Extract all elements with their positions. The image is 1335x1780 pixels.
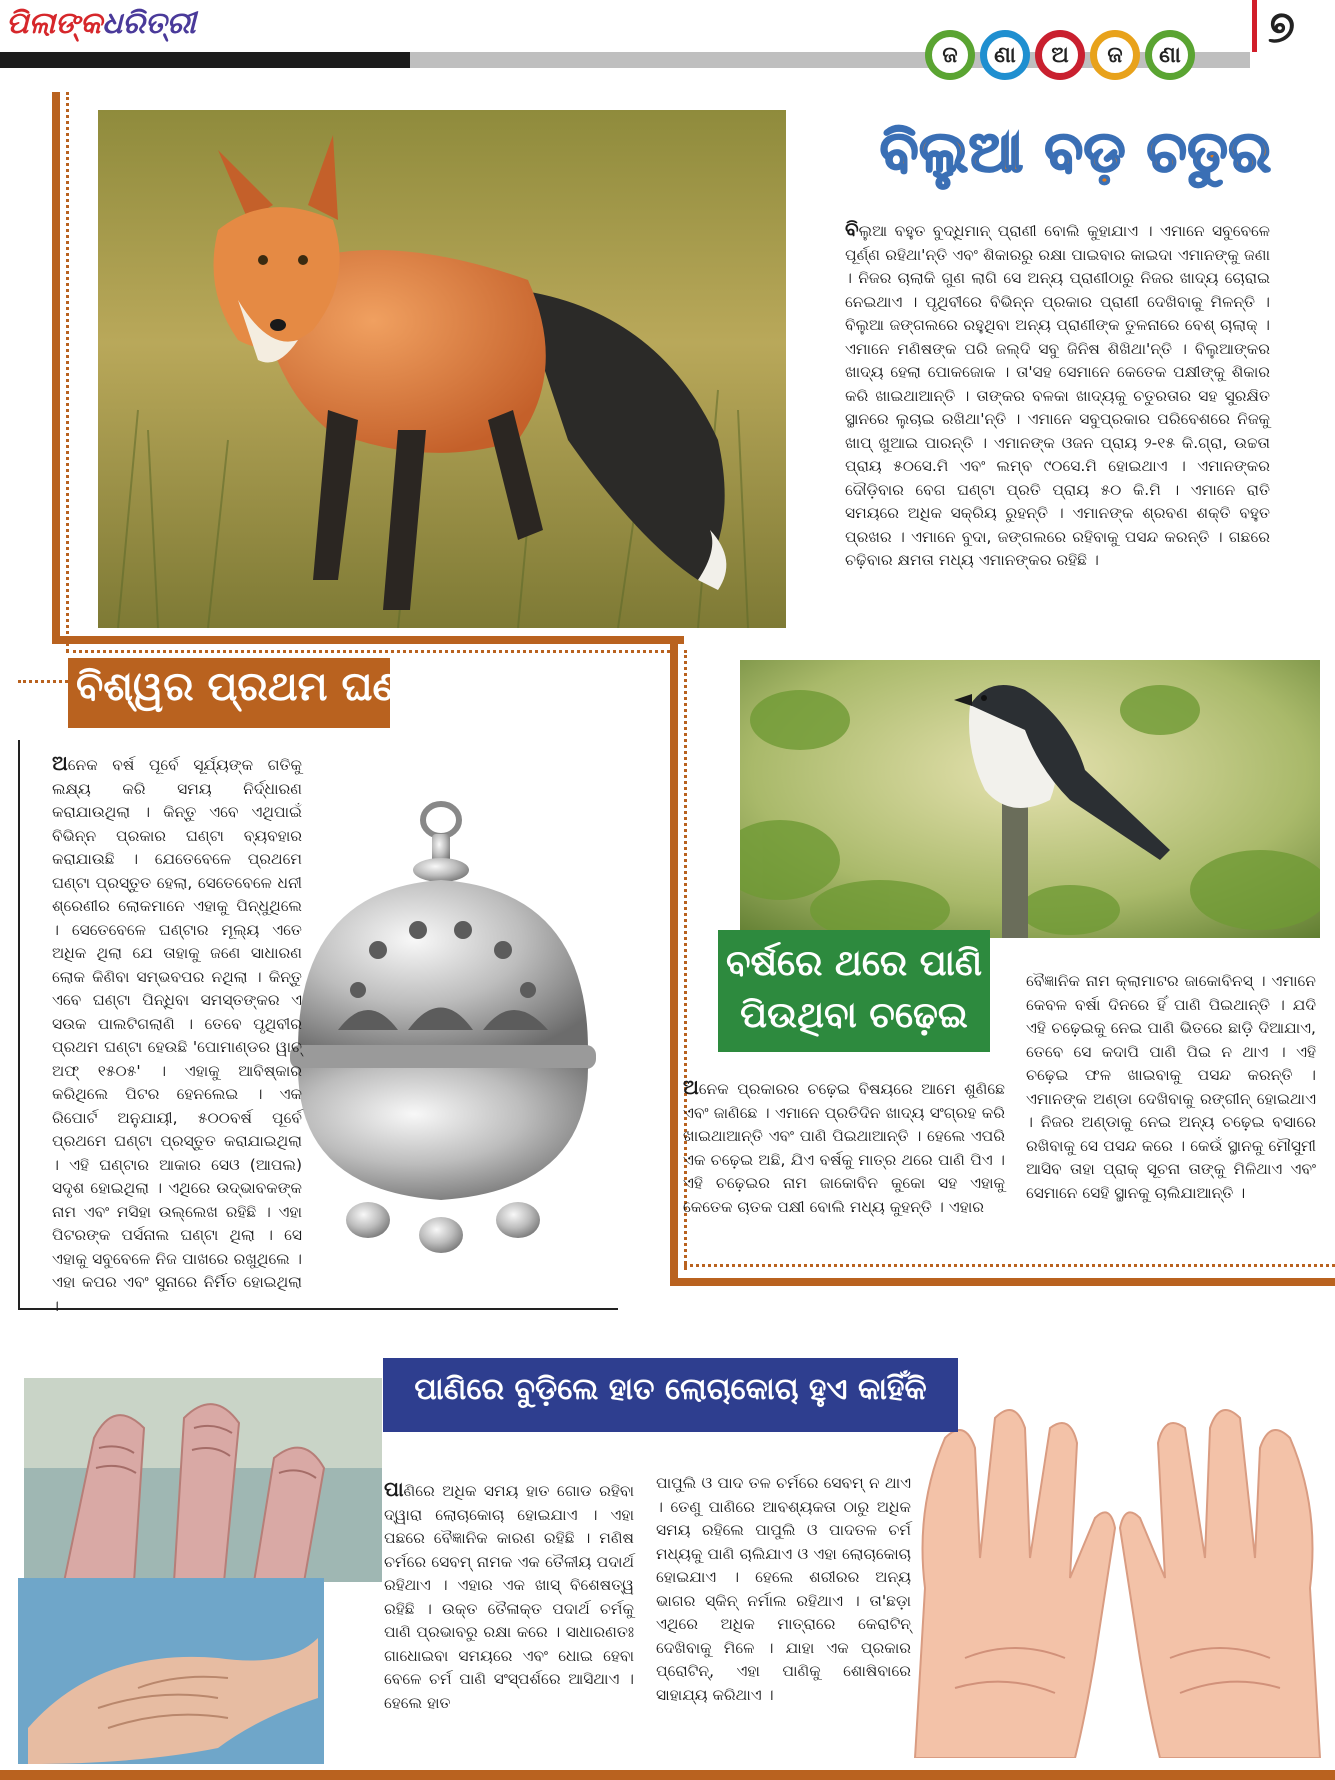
- fox-drop-cap: ବି: [845, 217, 859, 241]
- bird-photo: [740, 660, 1320, 938]
- bird-body-text-left: ନେକ ପ୍ରକାରର ଚଢ଼େଇ ବିଷୟରେ ଆମେ ଶୁଣିଛେ ଏବଂ ଜାଣିଛେ । ଏମାନେ ପ୍ରତିଦିନ ଖାଦ୍ୟ ସଂଗ୍ରହ କରି ଖାଇଥାଆନ୍ତି ଏବଂ ପାଣି ପିଇଥାଆନ୍ତି । ହେଲେ ଏପରି ଏକ ଚଢ଼େଇ ଅଛି, ଯିଏ ବର୍ଷକୁ ମାତ୍ର ଥରେ ପାଣି ପିଏ । ଏହି ଚଢ଼େଇର ନାମ ଜାକୋବିନ କୁକୋ ସହ ଏହାକୁ କେତେକ ଚାତକ ପକ୍ଷୀ ବୋଲି ମଧ୍ୟ କୁହନ୍ତି । ଏହାର: [683, 1080, 1005, 1216]
- frame-line: [52, 92, 60, 644]
- section-badge: ଜ: [1090, 30, 1140, 80]
- masthead-brand-part1: ପିଲାଙ୍କ: [6, 6, 103, 41]
- hands-article-title: ପାଣିରେ ବୁଡ଼ିଲେ ହାତ ଲୋଚାକୋଚା ହୁଏ କାହିଁକି: [414, 1372, 927, 1407]
- bell-text-wrap-spacer: [302, 780, 572, 1300]
- bell-article-title: ବିଶ୍ୱର ପ୍ରଥମ ଘଣ୍ଟା: [76, 664, 440, 710]
- bell-article-body: [52, 752, 572, 1318]
- page-number-rule: [1252, 0, 1257, 52]
- section-badge: ଣା: [980, 30, 1030, 80]
- bird-article-body-left: [683, 1076, 1005, 1219]
- bird-title-line1: ବର୍ଷରେ ଥରେ ପାଣି: [725, 943, 983, 984]
- page-number: ୭: [1268, 2, 1295, 53]
- bird-article-title: [718, 938, 990, 1042]
- section-badge: ଣା: [1145, 30, 1195, 80]
- frame-dots: [18, 680, 68, 683]
- masthead-brand-part2: ଧରିତ୍ରୀ: [102, 6, 196, 41]
- fox-image: [98, 110, 786, 628]
- frame-dots: [66, 92, 69, 652]
- fox-photo: [98, 110, 786, 628]
- frame-line: [52, 636, 684, 644]
- bell-drop-cap: ଅ: [52, 751, 68, 775]
- footer-rule: [0, 1770, 1335, 1780]
- wrinkled-palm-photo: [18, 1578, 324, 1764]
- frame-dots: [66, 650, 670, 653]
- section-badge: ଜ: [925, 30, 975, 80]
- hands-article-body-col2: ପାପୁଲି ଓ ପାଦ ତଳ ଚର୍ମରେ ସେବମ୍ ନ ଥାଏ । ତେଣୁ ପାଣିରେ ଆବଶ୍ୟକତା ଠାରୁ ଅଧିକ ସମୟ ରହିଲେ ପାପୁଲି ଓ ପାଦତଳ ଚର୍ମ ମଧ୍ୟକୁ ପାଣି ଚାଲିଯାଏ ଓ ଏହା ଲୋଚାକୋଚା ହୋଇଯାଏ । ହେଲେ ଶରୀରର ଅନ୍ୟ ଭାଗର ସ୍କିନ୍ ନର୍ମାଲ ରହିଥାଏ । ତା'ଛଡ଼ା ଏଥିରେ ଅଧିକ ମାତ୍ରାରେ କେରାଟିନ୍ ଦେଖିବାକୁ ମିଳେ । ଯାହା ଏକ ପ୍ରକାର ପ୍ରୋଟିନ୍, ଏହା ପାଣିକୁ ଶୋଷିବାରେ ସାହାଯ୍ୟ କରିଥାଏ ।: [656, 1474, 911, 1704]
- frame-line: [670, 636, 678, 1286]
- frame-line-thin: [18, 740, 20, 1310]
- wrinkled-fingers-photo: [24, 1378, 382, 1582]
- hands-article-body-col1: [384, 1478, 634, 1715]
- bird-drop-cap: ଅ: [683, 1075, 699, 1099]
- masthead-logo: [0, 0, 200, 52]
- section-badge: ଅ: [1035, 30, 1085, 80]
- bird-article-body-right: ବୈଜ୍ଞାନିକ ନାମ କ୍ଲାମାଟର ଜାକୋବିନସ୍ । ଏମାନେ କେବଳ ବର୍ଷା ଦିନରେ ହିଁ ପାଣି ପିଇଥାନ୍ତି । ଯଦି ଏହି ଚଢ଼େଇକୁ ନେଇ ପାଣି ଭିତରେ ଛାଡ଼ି ଦିଆଯାଏ, ତେବେ ସେ କଦାପି ପାଣି ପିଇ ନ ଥାଏ । ଏହି ଚଢ଼େଇ ଫଳ ଖାଇବାକୁ ପସନ୍ଦ କରନ୍ତି । ଏମାନଙ୍କ ଅଣ୍ଡା ଦେଖିବାକୁ ରଙ୍ଗୀନ୍ ହୋଇଥାଏ । ନିଜର ଅଣ୍ଡାକୁ ନେଇ ଅନ୍ୟ ଚଢ଼େଇ ବସାରେ ରଖିବାକୁ ସେ ପସନ୍ଦ କରେ । କେଉଁ ସ୍ଥାନକୁ ମୌସୁମୀ ଆସିବ ତାହା ପ୍ରାକ୍ ସୂଚନା ତାଙ୍କୁ ମିଳିଥାଏ ଏବଂ ସେମାନେ ସେହି ସ୍ଥାନକୁ ଚାଲିଯାଆନ୍ତି ।: [1026, 972, 1316, 1202]
- hands-body-text-col1: ଣିରେ ଅଧିକ ସମୟ ହାତ ଗୋଡ ରହିବା ଦ୍ୱାରା ଲୋଚାକୋଚା ହୋଇଯାଏ । ଏହା ପଛରେ ବୈଜ୍ଞାନିକ କାରଣ ରହିଛି । ମଣିଷ ଚର୍ମରେ ସେବମ୍ ନାମକ ଏକ ତୈଳୀୟ ପଦାର୍ଥ ରହିଥାଏ । ଏହାର ଏକ ଖାସ୍ ବିଶେଷତ୍ୱ ରହିଛି । ଉକ୍ତ ତୈଳାକ୍ତ ପଦାର୍ଥ ଚର୍ମକୁ ପାଣି ପ୍ରଭାବରୁ ରକ୍ଷା କରେ । ସାଧାରଣତଃ ଗାଧୋଇବା ସମୟରେ ଏବଂ ଧୋଇ ହେବା ବେଳେ ଚର୍ମ ପାଣି ସଂସ୍ପର୍ଶରେ ଆସିଥାଏ । ହେଲେ ହାତ: [384, 1482, 634, 1712]
- bell-body-text: ନେକ ବର୍ଷ ପୂର୍ବେ ସୂର୍ଯ୍ୟଙ୍କ ଗତିକୁ ଲକ୍ଷ୍ୟ କରି ସମୟ ନିର୍ଦ୍ଧାରଣ କରାଯାଉଥିଲା । କିନ୍ତୁ ଏବେ ଏଥିପାଇଁ ବିଭିନ୍ନ ପ୍ରକାର ଘଣ୍ଟା ବ୍ୟବହାର କରାଯାଉଛି । ଯେତେବେଳେ ପ୍ରଥମେ ଘଣ୍ଟା ପ୍ରସ୍ତୁତ ହେଲା, ସେତେବେଳେ ଧନୀ ଶ୍ରେଣୀର ଲୋକମାନେ ଏହାକୁ ପିନ୍ଧୁଥିଲେ । ସେତେବେଳେ ଘଣ୍ଟାର ମୂଲ୍ୟ ଏତେ ଅଧିକ ଥିଲା ଯେ ତାହାକୁ ଜଣେ ସାଧାରଣ ଲୋକ କିଣିବା ସମ୍ଭବପର ନଥିଲା । କିନ୍ତୁ ଏବେ ଘଣ୍ଟା ପିନ୍ଧିବା ସମସ୍ତଙ୍କର ଏ ସଉକ ପାଲଟିଗଲାଣି । ତେବେ ପୃଥିବୀର ପ୍ରଥମ ଘଣ୍ଟା ହେଉଛି 'ପୋମାଣ୍ଡର ୱାଚ୍ ଅଫ୍ ୧୫୦୫' । ଏହାକୁ ଆବିଷ୍କାର କରିଥିଲେ ପିଟର ହେନଲେଇ । ଏକ ରିପୋର୍ଟ ଅନୁଯାୟୀ, ୫୦୦ବର୍ଷ ପୂର୍ବେ ପ୍ରଥମେ ଘଣ୍ଟା ପ୍ରସ୍ତୁତ କରାଯାଇଥିଲା । ଏହି ଘଣ୍ଟାର ଆକାର ସେଓ (ଆପଲ) ସଦୃଶ ହୋଇଥିଲା । ଏଥିରେ ଉଦ୍ଭାବକଙ୍କ ନାମ ଏବଂ ମସିହା ଉଲ୍ଲେଖ ରହିଛି । ଏହା ପିଟରଙ୍କ ପର୍ସନାଲ ଘଣ୍ଟା ଥିଲା । ସେ ଏହାକୁ ସବୁବେଳେ ନିଜ ପାଖରେ ରଖୁଥିଲେ । ଏହା କପର ଏବଂ ସୁନାରେ ନିର୍ମିତ ହୋଇଥିଲା ।: [52, 756, 302, 1315]
- fox-article-title: ବିଲୁଆ ବଡ଼ ଚତୁର: [880, 120, 1272, 185]
- frame-line: [670, 1278, 1335, 1286]
- open-palms-photo: [905, 1358, 1330, 1758]
- hands-drop-cap: ପା: [384, 1477, 404, 1501]
- header-rule-dark: [0, 52, 410, 68]
- frame-dots: [684, 1264, 1335, 1267]
- bird-title-line2: ପିଉଥିବା ଚଢ଼େଇ: [740, 995, 968, 1036]
- bird-image: [740, 660, 1320, 938]
- fox-article-body: [845, 218, 1270, 573]
- fox-body-text: ଲୁଆ ବହୁତ ବୁଦ୍ଧିମାନ୍ ପ୍ରାଣୀ ବୋଲି କୁହାଯାଏ । ଏମାନେ ସବୁବେଳେ ପୂର୍ଣ୍ଣ ରହିଥା'ନ୍ତି ଏବଂ ଶିକାରରୁ ରକ୍ଷା ପାଇବାର କାଇଦା ଏମାନଙ୍କୁ ଜଣା । ନିଜର ଚାଲାକି ଗୁଣ ଲାଗି ସେ ଅନ୍ୟ ପ୍ରାଣୀଠାରୁ ନିଜର ଖାଦ୍ୟ ଚୋରାଇ ନେଇଥାଏ । ପୃଥିବୀରେ ବିଭିନ୍ନ ପ୍ରକାର ପ୍ରାଣୀ ଦେଖିବାକୁ ମିଳନ୍ତି । ବିଲୁଆ ଜଙ୍ଗଲରେ ରହୁଥିବା ଅନ୍ୟ ପ୍ରାଣୀଙ୍କ ତୁଳନାରେ ବେଶ୍ ଚାଲାକ୍ । ଏମାନେ ମଣିଷଙ୍କ ପରି ଜଲ୍ଦି ସବୁ ଜିନିଷ ଶିଖିଥା'ନ୍ତି । ବିଲୁଆଙ୍କର ଖାଦ୍ୟ ହେଲା ପୋକଜୋକ । ତା'ସହ ସେମାନେ କେତେକ ପକ୍ଷୀଙ୍କୁ ଶିକାର କରି ଖାଇଥାଆନ୍ତି । ତାଙ୍କର ବଳକା ଖାଦ୍ୟକୁ ଚତୁରତାର ସହ ସୁରକ୍ଷିତ ସ୍ଥାନରେ ଲୁଚାଇ ରଖିଥା'ନ୍ତି । ଏମାନେ ସବୁପ୍ରକାର ପରିବେଶରେ ନିଜକୁ ଖାପ୍ ଖୁଆଇ ପାରନ୍ତି । ଏମାନଙ୍କ ଓଜନ ପ୍ରାୟ ୨-୧୫ କି.ଗ୍ରା, ଉଚ୍ଚତା ପ୍ରାୟ ୫୦ସେ.ମି ଏବଂ ଲମ୍ବ ୯୦ସେ.ମି ହୋଇଥାଏ । ଏମାନଙ୍କର ଦୌଡ଼ିବାର ବେଗ ଘଣ୍ଟା ପ୍ରତି ପ୍ରାୟ ୫୦ କି.ମି । ଏମାନେ ରାତି ସମୟରେ ଅଧିକ ସକ୍ରିୟ ରୁହନ୍ତି । ଏମାନଙ୍କ ଶ୍ରବଣ ଶକ୍ତି ବହୁତ ପ୍ରଖର । ଏମାନେ ବୁଦା, ଜଙ୍ଗଲରେ ରହିବାକୁ ପସନ୍ଦ କରନ୍ତି । ଗଛରେ ଚଢ଼ିବାର କ୍ଷମତା ମଧ୍ୟ ଏମାନଙ୍କର ରହିଛି ।: [845, 222, 1270, 569]
